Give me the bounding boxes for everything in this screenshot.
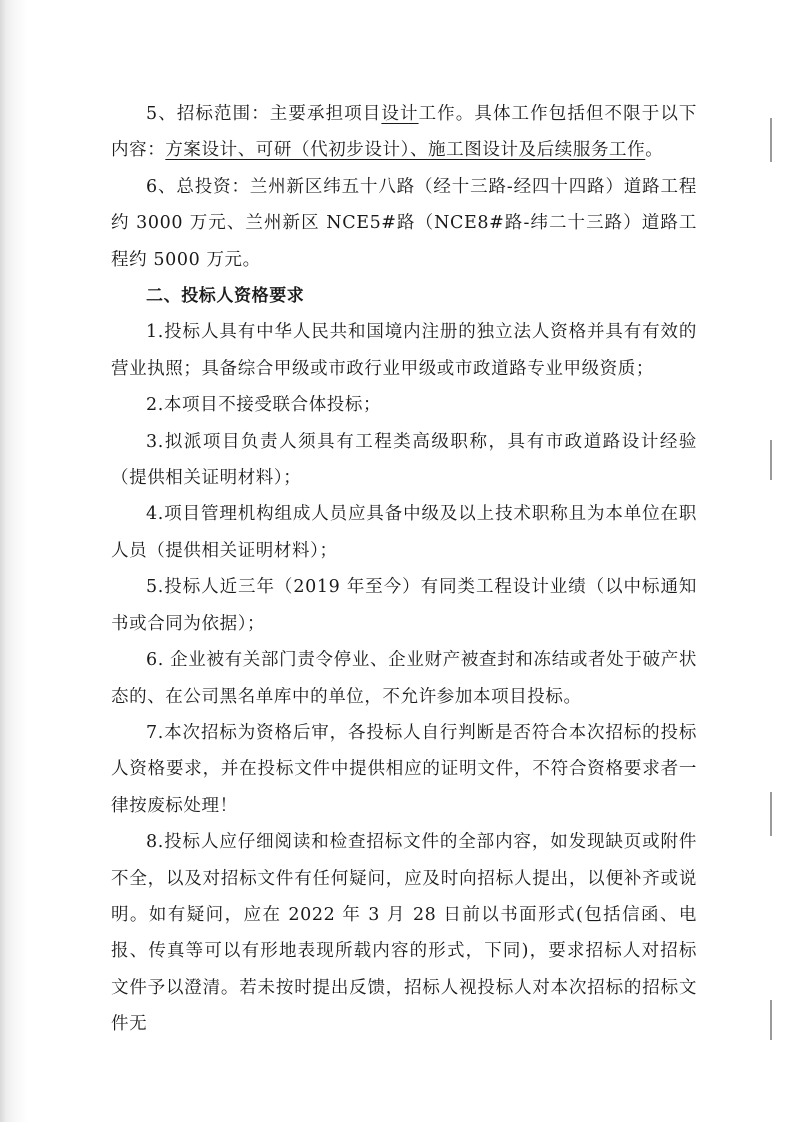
scan-artifact-mark <box>770 1000 772 1040</box>
paragraph-bid-scope <box>111 96 697 169</box>
requirement-item-5: 5.投标人近三年（2019 年至今）有同类工程设计业绩（以中标通知书或合同为依据）； <box>111 577 697 634</box>
scan-artifact-mark <box>770 792 772 836</box>
scope-underlined-design: 设计 <box>381 104 419 124</box>
document-body <box>111 96 697 1043</box>
requirement-item-8: 8.投标人应仔细阅读和检查招标文件的全部内容，如发现缺页或附件不全，以及对招标文件有任何疑问，应及时向招标人提出，以便补齐或说明。如有疑问，应在 2022 年 3 月 28 日前以书面形式(包括信函、电报、传真等可以有形地表现所载内容的形式，下同)，要求招标人对招标文件予以澄清。若未按时提出反馈，招标人视投标人对本次招标的招标文件无 <box>111 832 697 1035</box>
scan-shadow-edge <box>0 0 28 1122</box>
scan-artifact-mark <box>770 118 772 162</box>
requirement-item-6: 6. 企业被有关部门责令停业、企业财产被查封和冻结或者处于破产状态的、在公司黑名单库中的单位，不允许参加本项目投标。 <box>111 650 697 707</box>
scope-tail-text: 。 <box>645 140 664 161</box>
requirement-item-4: 4.项目管理机构组成人员应具备中级及以上技术职称且为本单位在职人员（提供相关证明材料）； <box>111 504 697 561</box>
scope-underlined-work-items: 方案设计、可研（代初步设计）、施工图设计及后续服务工作 <box>165 140 646 161</box>
requirement-item-2: 2.本项目不接受联合体投标； <box>146 395 382 416</box>
paragraph-total-investment: 6、总投资：兰州新区纬五十八路（经十三路-经四十四路）道路工程约 3000 万元、兰州新区 NCE5#路（NCE8#路-纬二十三路）道路工程约 5000 万元。 <box>111 176 697 270</box>
scope-mid-text: 工作。具体工作包括但不限于以下内容： <box>111 104 698 161</box>
requirement-item-1: 1.投标人具有中华人民共和国境内注册的独立法人资格并具有有效的营业执照；具备综合甲级或市政行业甲级或市政道路专业甲级资质； <box>111 322 697 379</box>
scan-artifact-mark <box>770 440 772 480</box>
scope-lead-text: 5、招标范围：主要承担项目 <box>146 104 382 124</box>
requirement-item-3: 3.拟派项目负责人须具有工程类高级职称，具有市政道路设计经验（提供相关证明材料）； <box>111 431 697 489</box>
requirement-item-7: 7.本次招标为资格后审，各投标人自行判断是否符合本次招标的投标人资格要求，并在投标文件中提供相应的证明文件，不符合资格要求者一律按废标处理！ <box>111 722 697 816</box>
section-heading-bidder-qualifications: 二、投标人资格要求 <box>146 286 305 307</box>
